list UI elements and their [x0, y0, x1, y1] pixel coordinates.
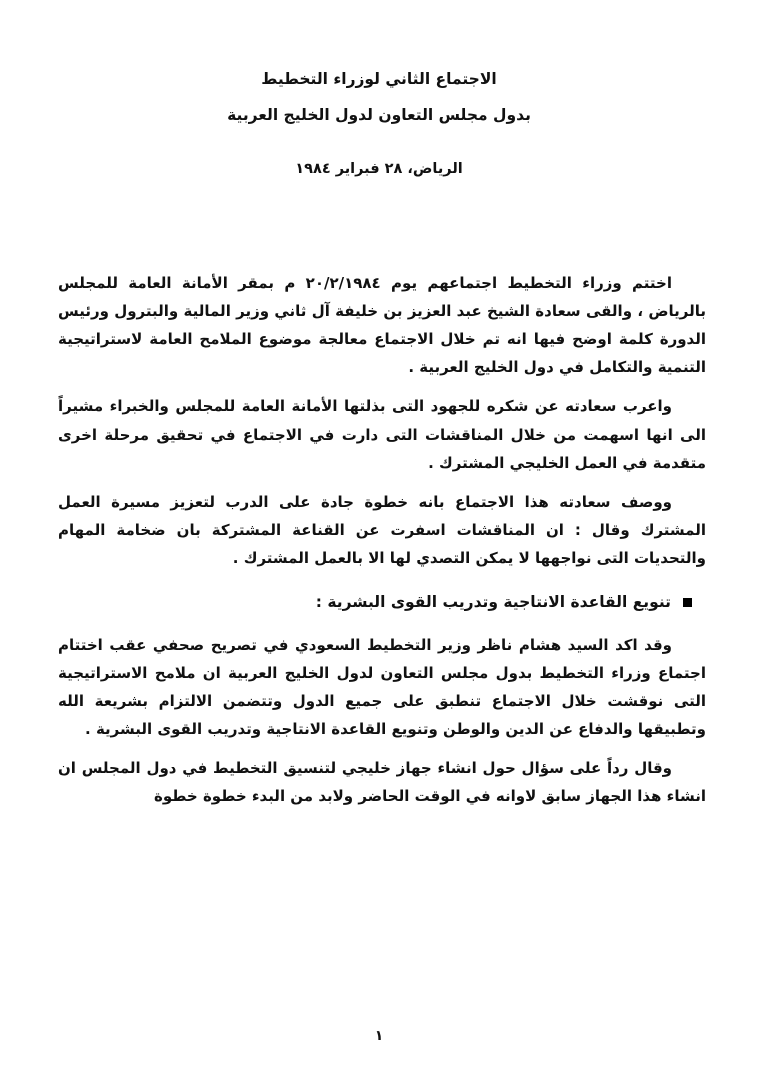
page-number: ١: [374, 1028, 384, 1044]
paragraph-1: اختتم وزراء التخطيط اجتماعهم يوم ٢٠/٢/١٩٨٤ م بمقر الأمانة العامة للمجلس بالرياض ، والقى سعادة الشيخ عبد العزيز بن خليفة آل ثاني وزير المالية والبترول ورئيس الدورة كلمة اوضح فيها انه تم خلال الاجتماع معالجة موضوع الملامح العامة لاستراتيجية التنمية والتكامل في دول الخليج العربية .: [58, 274, 706, 377]
section-heading: [58, 588, 692, 617]
document-title-line1: الاجتماع الثاني لوزراء التخطيط: [261, 70, 497, 88]
paragraph-4: وقد اكد السيد هشام ناظر وزير التخطيط السعودي في تصريح صحفي عقب اختتام اجتماع وزراء التخطيط بدول مجلس التعاون لدول الخليج العربية ان ملامح الاستراتيجية التى نوقشت خلال الاجتماع تنطبق على جميع الدول وتتضمن الالتزام بشريعة الله وتطبيقها والدفاع عن الدين والوطن وتنويع القاعدة الانتاجية وتدريب القوى البشرية .: [58, 635, 706, 738]
square-bullet-icon: [683, 598, 692, 607]
paragraph-2: واعرب سعادته عن شكره للجهود التى بذلتها الأمانة العامة للمجلس والخبراء مشيراً الى انها اسهمت من خلال المناقشات التى دارت في الاجتماع في تحقيق مرحلة اخرى متقدمة في العمل الخليجي المشترك .: [58, 397, 706, 472]
document-title: [0, 0, 758, 133]
date-line: الرياض، ٢٨ فبراير ١٩٨٤: [295, 161, 463, 178]
document-title-line2: بدول مجلس التعاون لدول الخليج العربية: [227, 105, 531, 124]
paragraph-3: ووصف سعادته هذا الاجتماع بانه خطوة جادة على الدرب لتعزيز مسيرة العمل المشترك وقال : ان المناقشات اسفرت عن القناعة المشتركة بان ضخامة المهام والتحديات التى نواجهها لا يمكن التصدي لها الا بالعمل المشترك .: [58, 492, 706, 567]
document-body: [0, 269, 758, 810]
paragraph-5: وقال رداً على سؤال حول انشاء جهاز خليجي لتنسيق التخطيط في دول المجلس ان انشاء هذا الجهاز سابق لاوانه في الوقت الحاضر ولابد من البدء خطوة خطوة: [58, 758, 706, 805]
section-heading-text: تنويع القاعدة الانتاجية وتدريب القوى البشرية :: [315, 592, 671, 611]
